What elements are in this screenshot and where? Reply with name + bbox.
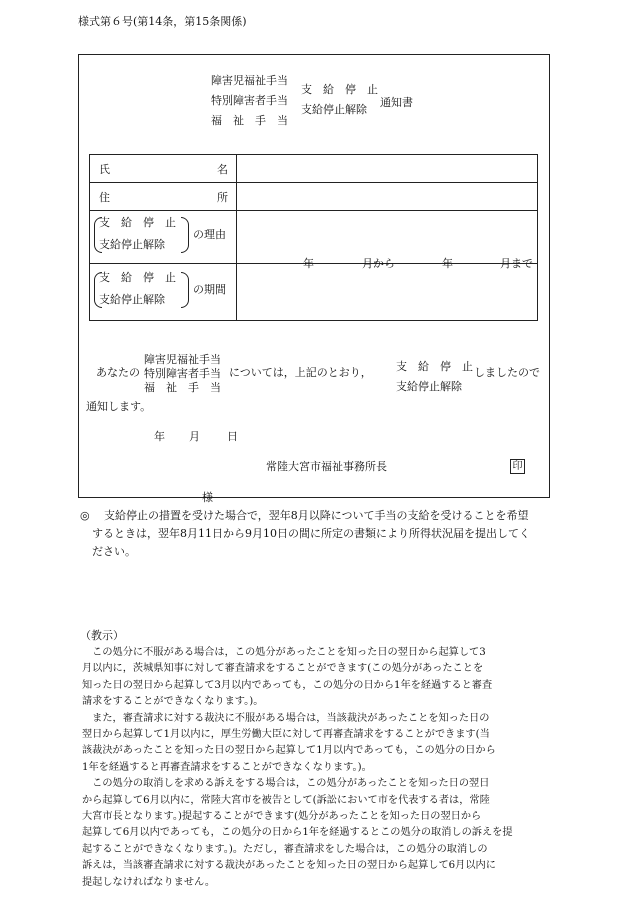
notice-action-list — [396, 357, 473, 397]
period-right-paren — [181, 272, 189, 308]
name-label-cell — [90, 155, 237, 183]
instruction-line: また，審査請求に対する裁決に不服がある場合は，当該裁決があったことを知った日の — [82, 712, 490, 724]
form-number-label: 様式第６号(第14条，第15条関係) — [78, 15, 247, 28]
notice-suffix: しましたので — [474, 366, 540, 379]
title-allowance-2: 特別障害者手当 — [211, 94, 288, 107]
title-allowance-list — [211, 71, 288, 131]
addressee-suffix: 様 — [202, 491, 213, 504]
instruction-line: 翌日から起算して1月以内に，厚生労働大臣に対して再審査請求をすることができます(当 — [82, 729, 490, 741]
footnote-line-2: するときは，翌年8月11日から9月10日の間に所定の書類により所得状況届を提出してく — [92, 527, 530, 540]
address-row — [90, 183, 538, 211]
instruction-heading: （教示） — [80, 629, 124, 642]
seal-mark: 印 — [510, 459, 525, 474]
reason-suffix: の理由 — [193, 228, 226, 241]
reason-right-paren — [181, 217, 189, 253]
instruction-line: 知った日の翌日から起算して3月以内であっても，この処分の日から1年を経過すると審査 — [82, 679, 493, 691]
instruction-line: この処分の取消しを求める訴えをする場合は，この処分があったことを知った日の翌日 — [82, 778, 490, 790]
instruction-line: から起算して6月以内に，常陸大宮市を被告として(訴訟において市を代表する者は，常陸 — [82, 794, 490, 806]
instruction-line: 該裁決があったことを知った日の翌日から起算して1月以内であっても，この処分の日から — [82, 745, 496, 757]
name-label-char-1: 氏 — [99, 162, 110, 176]
notice-action-2: 支給停止解除 — [396, 380, 462, 393]
address-field[interactable] — [237, 183, 538, 211]
date-year: 年 — [154, 430, 165, 443]
date-month: 月 — [189, 430, 200, 443]
name-label-char-2: 名 — [217, 162, 228, 176]
title-action-list — [301, 80, 378, 120]
notice-allowance-list — [144, 353, 221, 395]
notice-action-1: 支 給 停 止 — [396, 360, 473, 373]
notice-middle: については，上記のとおり， — [229, 366, 372, 379]
instruction-body — [82, 645, 513, 891]
period-row — [90, 264, 538, 321]
title-action-1: 支 給 停 止 — [301, 83, 378, 96]
notice-allowance-2: 特別障害者手当 — [144, 367, 221, 380]
instruction-line: 訴えは，当該審査請求に対する裁決があったことを知った日の翌日から起算して6月以内に — [82, 860, 496, 872]
instruction-line: 起算して6月以内であっても，この処分の日から1年を経過するとこの処分の取消しの訴えを提 — [82, 827, 513, 839]
instruction-line: 起することができなくなります。)。ただし，審査請求をした場合は，この処分の取消しの — [82, 843, 488, 855]
instruction-line: この処分に不服がある場合は，この処分があったことを知った日の翌日から起算して3 — [82, 647, 486, 658]
address-label-cell — [90, 183, 237, 211]
instruction-line: 大宮市長となります。)提起することができます(処分があったことを知った日の翌日から — [82, 811, 482, 823]
reason-field[interactable] — [237, 211, 538, 264]
notice-line-2: 通知します。 — [86, 400, 152, 413]
period-year-to: 年 — [442, 257, 453, 270]
issuer-name: 常陸大宮市福祉事務所長 — [266, 460, 387, 473]
footnote-line-3: ださい。 — [92, 545, 136, 558]
date-day: 日 — [227, 430, 238, 443]
instruction-line: 1年を経過すると再審査請求をすることができなくなります。)。 — [82, 761, 372, 773]
title-allowance-3: 福 祉 手 当 — [211, 114, 288, 127]
instruction-line: 請求をすることができなくなります。)。 — [82, 696, 264, 708]
period-option-1: 支 給 停 止 — [99, 271, 176, 284]
name-row — [90, 155, 538, 183]
reason-row — [90, 211, 538, 264]
notice-allowance-1: 障害児福祉手当 — [144, 353, 221, 366]
instruction-line: 月以内に，茨城県知事に対して審査請求をすることができます(この処分があったことを — [82, 663, 484, 675]
name-field[interactable] — [237, 155, 538, 183]
title-action-2: 支給停止解除 — [301, 103, 367, 116]
period-field[interactable] — [237, 257, 538, 321]
title-allowance-1: 障害児福祉手当 — [211, 74, 288, 87]
info-table — [89, 154, 538, 321]
period-suffix: の期間 — [193, 283, 226, 296]
period-month-from: 月から — [362, 257, 395, 270]
notice-allowance-3: 福 祉 手 当 — [144, 381, 221, 394]
footnote-line-1: 支給停止の措置を受けた場合で，翌年8月以降について手当の支給を受けることを希望 — [104, 509, 529, 522]
notice-prefix: あなたの — [96, 366, 140, 379]
footnote-mark: ◎ — [80, 509, 90, 522]
title-suffix: 通知書 — [380, 96, 413, 109]
period-option-2: 支給停止解除 — [99, 293, 165, 306]
address-label-char-1: 住 — [99, 190, 110, 204]
period-month-to: 月まで — [500, 257, 533, 270]
reason-option-2: 支給停止解除 — [99, 238, 165, 251]
reason-label-cell — [90, 211, 237, 264]
reason-option-1: 支 給 停 止 — [99, 216, 176, 229]
instruction-line: 提起しなければなりません。 — [82, 876, 216, 888]
period-label-cell — [90, 264, 237, 321]
period-year-from: 年 — [303, 257, 314, 270]
address-label-char-2: 所 — [217, 190, 228, 204]
